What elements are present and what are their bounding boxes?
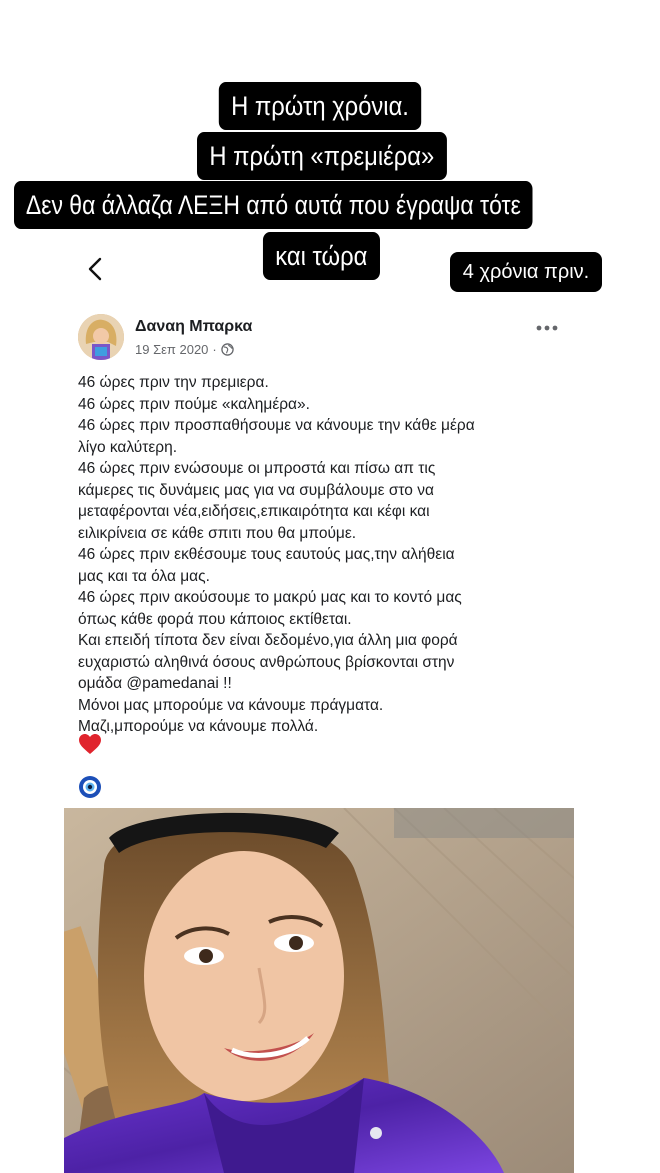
story-caption-line-4: και τώρα [263,232,380,280]
avatar[interactable] [78,314,124,360]
post-meta [135,342,234,357]
post-line: 46 ώρες πριν την πρεμιερα. [78,374,269,391]
post-line: ειλικρίνεια σε κάθε σπιτι που θα μπούμε. [78,524,357,542]
post-line: όπως κάθε φορά που κάποιος εκτίθεται. [78,610,352,628]
post-line: Μαζι,μπορούμε να κάνουμε πολλά. [78,718,319,735]
post-date[interactable]: 19 Σεπ 2020 [135,342,209,357]
post-author[interactable]: Δαναη Μπαρκα [135,318,253,335]
heart-icon [78,733,102,755]
post-line: 46 ώρες πριν ακούσουμε το μακρύ μας και το κοντό μας [78,589,462,606]
post-line[interactable]: ομάδα @pamedanai !! [78,675,232,692]
post-line: ευχαριστώ αληθινά όσους ανθρώπους βρίσκονται στην [78,653,455,671]
post-line: Και επειδή τίποτα δεν είναι δεδομένο,για άλλη μια φορά [78,632,458,649]
post-line: 46 ώρες πριν ενώσουμε οι μπροστά και πίσω απ τις [78,460,436,477]
post-line: Μόνοι μας μπορούμε να κάνουμε πράγματα. [78,696,384,714]
evil-eye-icon [78,775,102,799]
chevron-left-icon [87,257,103,281]
post-line: 46 ώρες πριν εκθέσουμε τους εαυτούς μας,την αλήθεια [78,546,455,563]
story-caption-line-3: Δεν θα άλλαζα ΛΕΞΗ από αυτά που έγραψα τότε [14,181,533,229]
globe-icon [221,343,234,356]
more-icon [536,325,558,331]
post-photo[interactable] [64,808,574,1173]
post-line: λίγο καλύτερη. [78,438,178,456]
portrait-image [64,808,574,1173]
post-line: μεταφέρονται νέα,ειδήσεις,επικαιρότητα και κέφι και [78,503,430,520]
time-badge: 4 χρόνια πριν. [450,252,602,292]
story-caption-line-1: Η πρώτη χρόνια. [219,82,421,130]
post-text [78,372,578,738]
separator-dot: · [212,342,217,357]
post-line: 46 ώρες πριν πούμε «καλημέρα». [78,395,310,413]
post-line: κάμερες τις δυνάμεις μας για να συμβάλουμε στο να [78,481,434,499]
back-button[interactable] [80,252,110,286]
story-caption-line-2: Η πρώτη «πρεμιέρα» [197,132,446,180]
post-line: 46 ώρες πριν προσπαθήσουμε να κάνουμε την κάθε μέρα [78,417,475,434]
post-line: μας και τα όλα μας. [78,567,210,585]
more-options-button[interactable] [536,315,558,336]
